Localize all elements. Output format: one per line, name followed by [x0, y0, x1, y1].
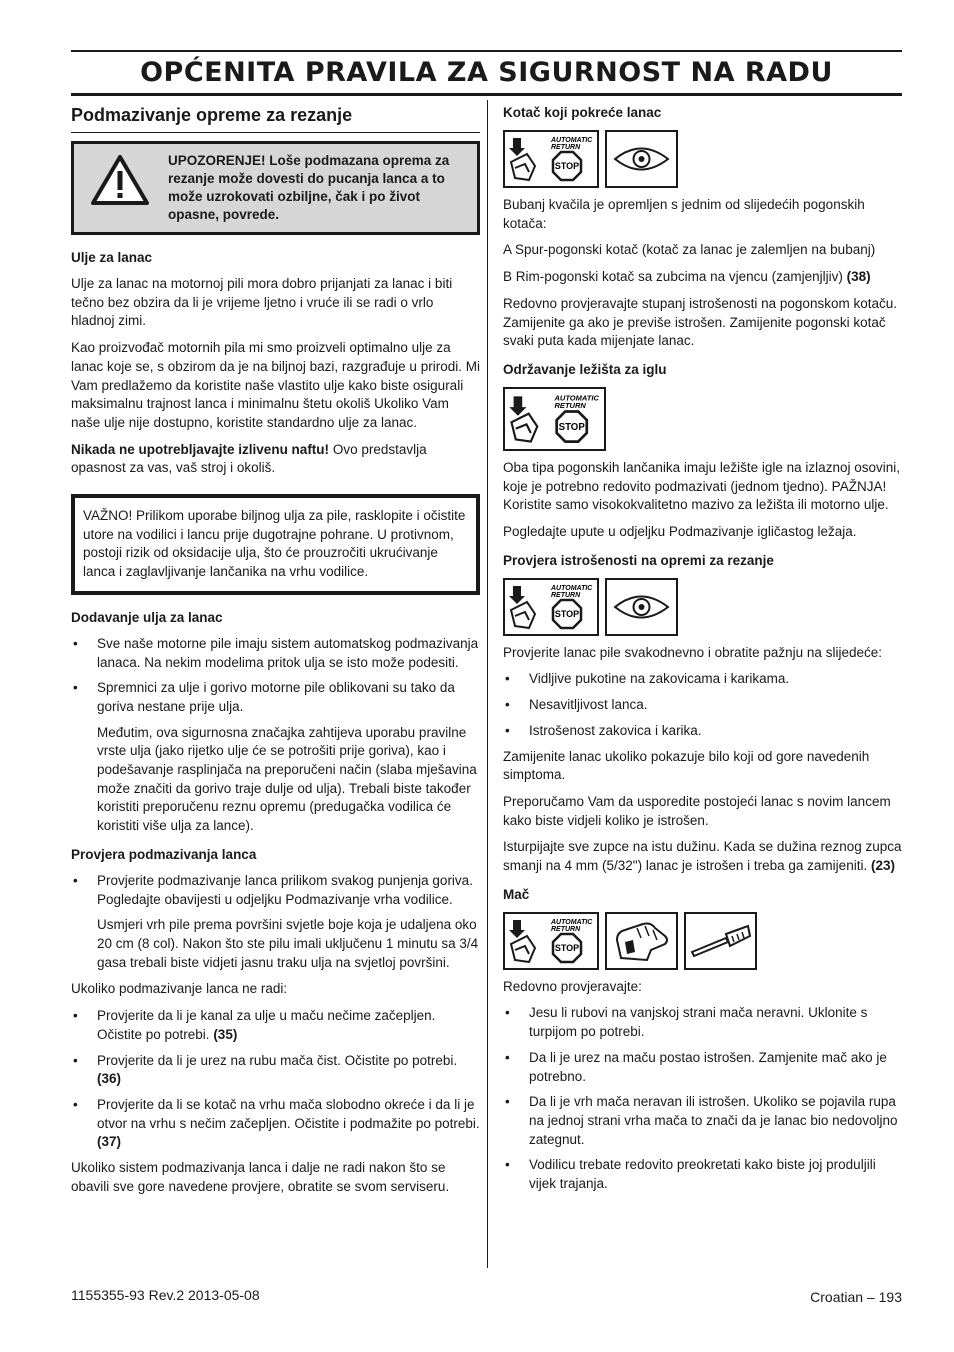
add-oil-heading: Dodavanje ulja za lanac: [71, 609, 223, 625]
list-item: • Istrošenost zakovica i karika.: [503, 722, 903, 741]
add-oil-list: [71, 635, 480, 717]
oil-warning-bold: Nikada ne upotrebljavajte izlivenu naftu!: [71, 441, 330, 457]
figure-ref: (23): [870, 858, 895, 874]
header-rule-top: [71, 50, 902, 52]
icon-label-stop: STOP: [554, 942, 580, 953]
icon-label-stop: STOP: [558, 421, 585, 433]
bar-paragraph-1: Redovno provjeravajte:: [503, 978, 642, 994]
list-item: • Da li je vrh mača neravan ili istrošen. Ukoliko se pojavila rupa na jednoj strani vrha mača to znači da je lanac bio nedovoljno zategnut.: [503, 1093, 903, 1149]
bearing-paragraph-1: Oba tipa pogonskih lančanika imaju ležište igle na izlaznoj osovini, koje je potrebno redovito podmazivati (jednom tjedno). PAŽNJA! Koristite samo visokokvalitetno mazivo za ležišta ili motorno ulje.: [503, 459, 900, 513]
icon-label-stop: STOP: [554, 608, 580, 619]
icon-label-stop: STOP: [554, 161, 580, 171]
warning-text: UPOZORENJE! Loše podmazana oprema za rezanje može dovesti do pucanja lanca a to može uzrokovati ozbiljne, čak i po život opasne, povrede.: [168, 153, 450, 222]
sprocket-heading: Kotač koji pokreće lanac: [503, 105, 662, 120]
important-note-box: [71, 494, 480, 595]
warning-box: [71, 141, 480, 235]
list-item: [71, 1007, 480, 1044]
icon-label-automatic: AUTOMATIC: [551, 137, 593, 144]
list-item: • Provjerite podmazivanje lanca prilikom svakog punjenja goriva. Pogledajte obavijesti u odjeljku Podmazivanje vrha vodilice.: [71, 872, 480, 909]
oil-warning-rest: Ovo predstavlja opasnost za vas, vaš stroj i okoliš.: [71, 441, 427, 476]
sprocket-type-b-text: B Rim-pogonski kotač sa zubcima na vjencu (zamjenjljiv): [503, 269, 847, 285]
bar-list: [503, 1004, 903, 1193]
list-item: • Vidljive pukotine na zakovicama i karikama.: [503, 670, 903, 689]
oil-paragraph-2: Kao proizvođač motornih pila mi smo proizveli optimalno ulje za lanac koje se, s obzirom da je na biljnoj bazi, razgrađuje u prirodi. Mi Vam predlažemo da koristite naše vlastito ulje kako biste osigurali maksimalnu trajnost lanca i minimalnu štetu okoliš Ukoliko Vam naše ulje nije dostupno, koristite standardno ulje za lanac.: [71, 340, 480, 430]
engine-stop-icon: [503, 130, 599, 188]
check-lube-list: [71, 872, 480, 909]
important-note-text: VAŽNO! Prilikom uporabe biljnog ulja za pile, rasklopite i očistite utore na vodilici i lancu prije dugotrajne pohrane. U protivnom, postoji rizik od oksidacije ulja, što će prouzročiti ukrućivanje lanca i zaglavljivanje lančanika na vrhu vodilice.: [83, 508, 466, 580]
bar-icons: [503, 912, 903, 970]
bearing-heading: Održavanje ležišta za iglu: [503, 361, 667, 377]
page-title: OPĆENITA PRAVILA ZA SIGURNOST NA RADU: [140, 57, 833, 88]
oil-heading: Ulje za lanac: [71, 250, 153, 265]
check-lube-heading: Provjera podmazivanja lanca: [71, 846, 257, 862]
warning-triangle-icon: [90, 154, 150, 206]
sprocket-type-a: A Spur-pogonski kotač (kotač za lanac je zalemljen na bubanj): [503, 242, 876, 258]
sprocket-icons: [503, 130, 903, 188]
list-item-text: Provjerite da li se kotač na vrhu mača slobodno okreće i da li je otvor na vrhu s nečim začepljen. Očistite i podmažite po potrebi.: [97, 1096, 480, 1131]
icon-label-return: RETURN: [554, 401, 586, 411]
file-brush-icon: [684, 912, 757, 970]
bar-heading: Mač: [503, 886, 530, 902]
list-item: • Sve naše motorne pile imaju sistem automatskog podmazivanja lanaca. Na nekim modelima pritok ulja se isto može podesiti.: [71, 635, 480, 672]
wear-paragraph-3: Preporučamo Vam da usporedite postojeći lanac s novim lancem kako biste vidjeli koliko je istrošen.: [503, 793, 891, 828]
wear-paragraph-2: Zamijenite lanac ukoliko pokazuje bilo koji od gore navedenih simptoma.: [503, 748, 870, 783]
wear-list: [503, 670, 903, 740]
check-lube-steps: [71, 1007, 480, 1152]
list-item-text: Provjerite da li je kanal za ulje u maču nečime začepljen. Očistite po potrebi.: [97, 1008, 436, 1042]
figure-ref: (37): [97, 1134, 122, 1150]
list-item: [71, 1096, 480, 1152]
list-item: • Spremnici za ulje i gorivo motorne pile oblikovani su tako da goriva nestane prije ulja.: [71, 679, 480, 716]
figure-ref: (38): [846, 269, 871, 285]
list-item: • Jesu li rubovi na vanjskoj strani mača neravni. Uklonite s turpijom po potrebi.: [503, 1004, 903, 1041]
icon-label-return: RETURN: [551, 591, 581, 599]
wear-paragraph-4: [503, 838, 903, 875]
check-lube-indent: Usmjeri vrh pile prema površini svjetle boje koja je udaljena oko 20 cm (8 col). Nakon što ste pilu imali uključenu 1 minutu sa 3/4 gasa trebali biste vidjeti jasnu traku ulja na svjetloj površini.: [97, 917, 479, 970]
icon-label-automatic: AUTOMATIC: [551, 918, 593, 926]
list-item: [71, 1052, 480, 1089]
figure-ref: (35): [213, 1026, 238, 1042]
section-title: Podmazivanje opreme za rezanje: [71, 105, 353, 125]
icon-label-automatic: AUTOMATIC: [554, 393, 599, 403]
header-rule-bottom: [71, 93, 902, 96]
engine-stop-icon: [503, 912, 599, 970]
check-lube-final: Ukoliko sistem podmazivanja lanca i dalje ne radi nakon što se obavili sve gore navedene provjere, obratite se svom serviseru.: [71, 1160, 450, 1194]
wear-heading: Provjera istrošenosti na opremi za rezanje: [503, 552, 774, 568]
column-divider: [487, 100, 488, 1268]
bearing-icons: [503, 387, 903, 451]
add-oil-indent: Međutim, ova sigurnosna značajka zahtijeva uporabu pravilne vrste ulja (jako rijetko ulje će se potrošiti prije goriva), kao i podešavanje rasplinjača na preporučeni način (slaba mješavina može značiti da gorivo traje dulje od ulja). Trebali biste također koristiti preporučenu reznu opremu (predugačka vodilica će koristiti više ulja za lance).: [97, 724, 477, 834]
right-column: [503, 100, 903, 1201]
oil-paragraph-1: Ulje za lanac na motornoj pili mora dobro prijanjati za lanac i biti tečno bez obzira da li je vrijeme ljetno i vruće ili se radi o vrlo hladnoj zimi.: [71, 276, 453, 329]
wear-paragraph-1: Provjerite lanac pile svakodnevno i obratite pažnju na slijedeće:: [503, 644, 882, 660]
check-lube-if: Ukoliko podmazivanje lanca ne radi:: [71, 981, 288, 997]
wear-paragraph-4-text: Isturpijajte sve zupce na istu dužinu. Kada se dužina reznog zupca smanji na 4 mm (5/32") lanac je istrošen i treba ga zamijeniti.: [503, 839, 902, 874]
list-item: • Vodilicu trebate redovito preokretati kako biste joj produljili vijek trajanja.: [503, 1156, 903, 1193]
footer-page-number: Croatian – 193: [810, 1289, 902, 1305]
left-column: [71, 100, 480, 1204]
oil-paragraph-3: [71, 441, 480, 478]
sprocket-paragraph-1: Bubanj kvačila je opremljen s jednim od slijedećih pogonskih kotača:: [503, 197, 865, 231]
wear-icons: [503, 578, 903, 636]
bearing-paragraph-2: Pogledajte upute u odjeljku Podmazivanje igličastog ležaja.: [503, 524, 857, 540]
section-rule: [71, 132, 480, 133]
list-item: • Da li je urez na maču postao istrošen. Zamjenite mač ako je potrebno.: [503, 1049, 903, 1086]
sprocket-paragraph-2: Redovno provjeravajte stupanj istrošenosti na pogonskom kotaču. Zamijenite ga ako je previše istrošen. Zamijenite pogonski kotač svaki puta kada mijenjate lanac.: [503, 295, 897, 349]
engine-stop-icon: [503, 578, 599, 636]
eye-icon: [605, 130, 678, 188]
list-item: • Nesavitljivost lanca.: [503, 696, 903, 715]
icon-label-return: RETURN: [551, 925, 581, 933]
figure-ref: (36): [97, 1071, 122, 1087]
icon-label-automatic: AUTOMATIC: [551, 584, 593, 592]
footer-doc-id: 1155355-93 Rev.2 2013-05-08: [71, 1287, 260, 1303]
glove-icon: [605, 912, 678, 970]
eye-icon: [605, 578, 678, 636]
engine-stop-icon: [503, 387, 606, 451]
sprocket-type-b: [503, 268, 903, 287]
icon-label-return: RETURN: [551, 144, 581, 151]
list-item-text: Provjerite da li je urez na rubu mača čist. Očistite po potrebi.: [97, 1052, 458, 1068]
